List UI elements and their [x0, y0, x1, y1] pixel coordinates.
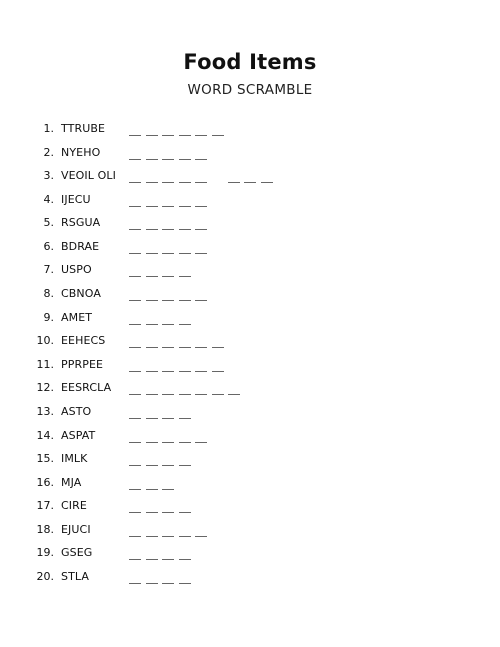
letter-blank	[195, 536, 207, 537]
letter-blank	[162, 371, 174, 372]
letter-blank	[129, 536, 141, 537]
letter-blank	[179, 536, 191, 537]
item-number: 19.	[36, 546, 54, 560]
scrambled-word: MJA	[61, 475, 82, 489]
list-item	[0, 474, 500, 498]
letter-blank	[129, 324, 141, 325]
letter-blank	[162, 159, 174, 160]
letter-blank	[179, 347, 191, 348]
letter-blank	[162, 206, 174, 207]
letter-blank	[129, 206, 141, 207]
letter-blank	[129, 512, 141, 513]
list-item	[0, 261, 500, 285]
letter-blank	[195, 135, 207, 136]
letter-blank	[129, 159, 141, 160]
list-item	[0, 214, 500, 238]
letter-blank	[129, 135, 141, 136]
letter-blank	[179, 229, 191, 230]
letter-blank	[162, 300, 174, 301]
letter-blank	[179, 394, 191, 395]
list-item	[0, 544, 500, 568]
scrambled-word: EESRCLA	[61, 381, 112, 395]
letter-blank	[195, 442, 207, 443]
list-item	[0, 120, 500, 144]
scrambled-word: IJECU	[61, 192, 91, 206]
list-item	[0, 167, 500, 191]
list-item	[0, 497, 500, 521]
item-number: 4.	[43, 192, 54, 206]
item-number: 8.	[43, 287, 54, 301]
letter-blank	[162, 324, 174, 325]
scrambled-word: TTRUBE	[61, 122, 106, 135]
list-item	[0, 568, 500, 592]
letter-blank	[146, 347, 158, 348]
letter-blank	[162, 489, 174, 490]
letter-blank	[179, 206, 191, 207]
letter-blank	[146, 253, 158, 254]
letter-blank	[179, 583, 191, 584]
letter-blank	[228, 182, 240, 183]
letter-blank	[146, 418, 158, 419]
letter-blank	[129, 347, 141, 348]
item-number: 3.	[43, 169, 54, 183]
item-number: 18.	[36, 522, 54, 536]
letter-blank	[212, 347, 224, 348]
letter-blank	[162, 276, 174, 277]
scrambled-word: BDRAE	[61, 239, 100, 253]
letter-blank	[146, 159, 158, 160]
letter-blank	[179, 418, 191, 419]
letter-blank	[179, 182, 191, 183]
letter-blank	[162, 512, 174, 513]
list-item	[0, 356, 500, 380]
letter-blank	[146, 135, 158, 136]
letter-blank	[162, 182, 174, 183]
letter-blank	[162, 229, 174, 230]
letter-blank	[162, 583, 174, 584]
letter-blank	[162, 135, 174, 136]
item-number: 14.	[36, 428, 54, 442]
list-item	[0, 521, 500, 545]
item-number: 16.	[36, 475, 54, 489]
letter-blank	[179, 442, 191, 443]
letter-blank	[162, 394, 174, 395]
scrambled-word: ASPAT	[61, 428, 96, 442]
letter-blank	[129, 559, 141, 560]
letter-blank	[146, 394, 158, 395]
letter-blank	[129, 276, 141, 277]
page-title: Food Items	[183, 50, 317, 74]
letter-blank	[146, 536, 158, 537]
letter-blank	[195, 159, 207, 160]
item-number: 7.	[43, 263, 54, 277]
letter-blank	[179, 512, 191, 513]
letter-blank	[162, 442, 174, 443]
scrambled-word: EJUCI	[61, 522, 91, 536]
list-item	[0, 403, 500, 427]
letter-blank	[146, 276, 158, 277]
scrambled-word: CIRE	[61, 499, 87, 513]
letter-blank	[129, 583, 141, 584]
scrambled-word: EEHECS	[61, 334, 106, 348]
letter-blank	[162, 465, 174, 466]
scrambled-word: GSEG	[61, 546, 93, 560]
letter-blank	[212, 135, 224, 136]
letter-blank	[179, 371, 191, 372]
list-item	[0, 379, 500, 403]
scrambled-word: AMET	[61, 310, 93, 324]
letter-blank	[179, 300, 191, 301]
item-number: 2.	[43, 145, 54, 159]
letter-blank	[195, 206, 207, 207]
letter-blank	[146, 324, 158, 325]
list-item	[0, 144, 500, 168]
letter-blank	[179, 465, 191, 466]
letter-blank	[129, 418, 141, 419]
scrambled-word: NYEHO	[61, 145, 101, 159]
item-number: 20.	[36, 569, 54, 583]
letter-blank	[212, 371, 224, 372]
list-item	[0, 285, 500, 309]
letter-blank	[162, 253, 174, 254]
letter-blank	[146, 512, 158, 513]
letter-blank	[244, 182, 256, 183]
letter-blank	[195, 182, 207, 183]
scrambled-word: USPO	[61, 263, 92, 277]
scrambled-word: RSGUA	[61, 216, 101, 230]
list-item	[0, 427, 500, 451]
scrambled-word: PPRPEE	[61, 357, 104, 371]
letter-blank	[129, 465, 141, 466]
list-item	[0, 450, 500, 474]
list-item	[0, 238, 500, 262]
letter-blank	[129, 442, 141, 443]
letter-blank	[261, 182, 273, 183]
item-number: 17.	[36, 499, 54, 513]
letter-blank	[129, 229, 141, 230]
scrambled-word: CBNOA	[61, 287, 101, 301]
letter-blank	[129, 182, 141, 183]
letter-blank	[195, 229, 207, 230]
list-item	[0, 309, 500, 333]
letter-blank	[179, 324, 191, 325]
letter-blank	[162, 536, 174, 537]
letter-blank	[146, 583, 158, 584]
letter-blank	[179, 159, 191, 160]
letter-blank	[195, 347, 207, 348]
list-item	[0, 191, 500, 215]
item-number: 11.	[36, 357, 54, 371]
item-number: 12.	[36, 381, 54, 395]
item-number: 9.	[43, 310, 54, 324]
letter-blank	[129, 394, 141, 395]
item-number: 10.	[36, 334, 54, 348]
letter-blank	[146, 559, 158, 560]
item-number: 6.	[43, 239, 54, 253]
letter-blank	[146, 206, 158, 207]
letter-blank	[162, 418, 174, 419]
letter-blank	[179, 276, 191, 277]
item-number: 13.	[36, 404, 54, 418]
letter-blank	[129, 300, 141, 301]
letter-blank	[129, 253, 141, 254]
letter-blank	[195, 394, 207, 395]
letter-blank	[195, 371, 207, 372]
scrambled-word: VEOIL OLI	[61, 169, 116, 183]
list-item	[0, 332, 500, 356]
letter-blank	[146, 489, 158, 490]
item-number: 1.	[43, 122, 54, 135]
scrambled-word: ASTO	[61, 404, 92, 418]
letter-blank	[146, 371, 158, 372]
letter-blank	[162, 559, 174, 560]
letter-blank	[129, 371, 141, 372]
letter-blank	[212, 394, 224, 395]
letter-blank	[195, 253, 207, 254]
item-number: 5.	[43, 216, 54, 230]
letter-blank	[146, 229, 158, 230]
item-number: 15.	[36, 452, 54, 466]
letter-blank	[146, 182, 158, 183]
scrambled-word: STLA	[61, 569, 90, 583]
letter-blank	[228, 394, 240, 395]
letter-blank	[179, 253, 191, 254]
letter-blank	[162, 347, 174, 348]
letter-blank	[146, 442, 158, 443]
letter-blank	[179, 559, 191, 560]
letter-blank	[146, 465, 158, 466]
letter-blank	[146, 300, 158, 301]
scramble-list	[0, 120, 500, 592]
page-subtitle: WORD SCRAMBLE	[187, 82, 313, 98]
letter-blank	[179, 135, 191, 136]
letter-blank	[195, 300, 207, 301]
scrambled-word: IMLK	[61, 452, 88, 466]
letter-blank	[129, 489, 141, 490]
